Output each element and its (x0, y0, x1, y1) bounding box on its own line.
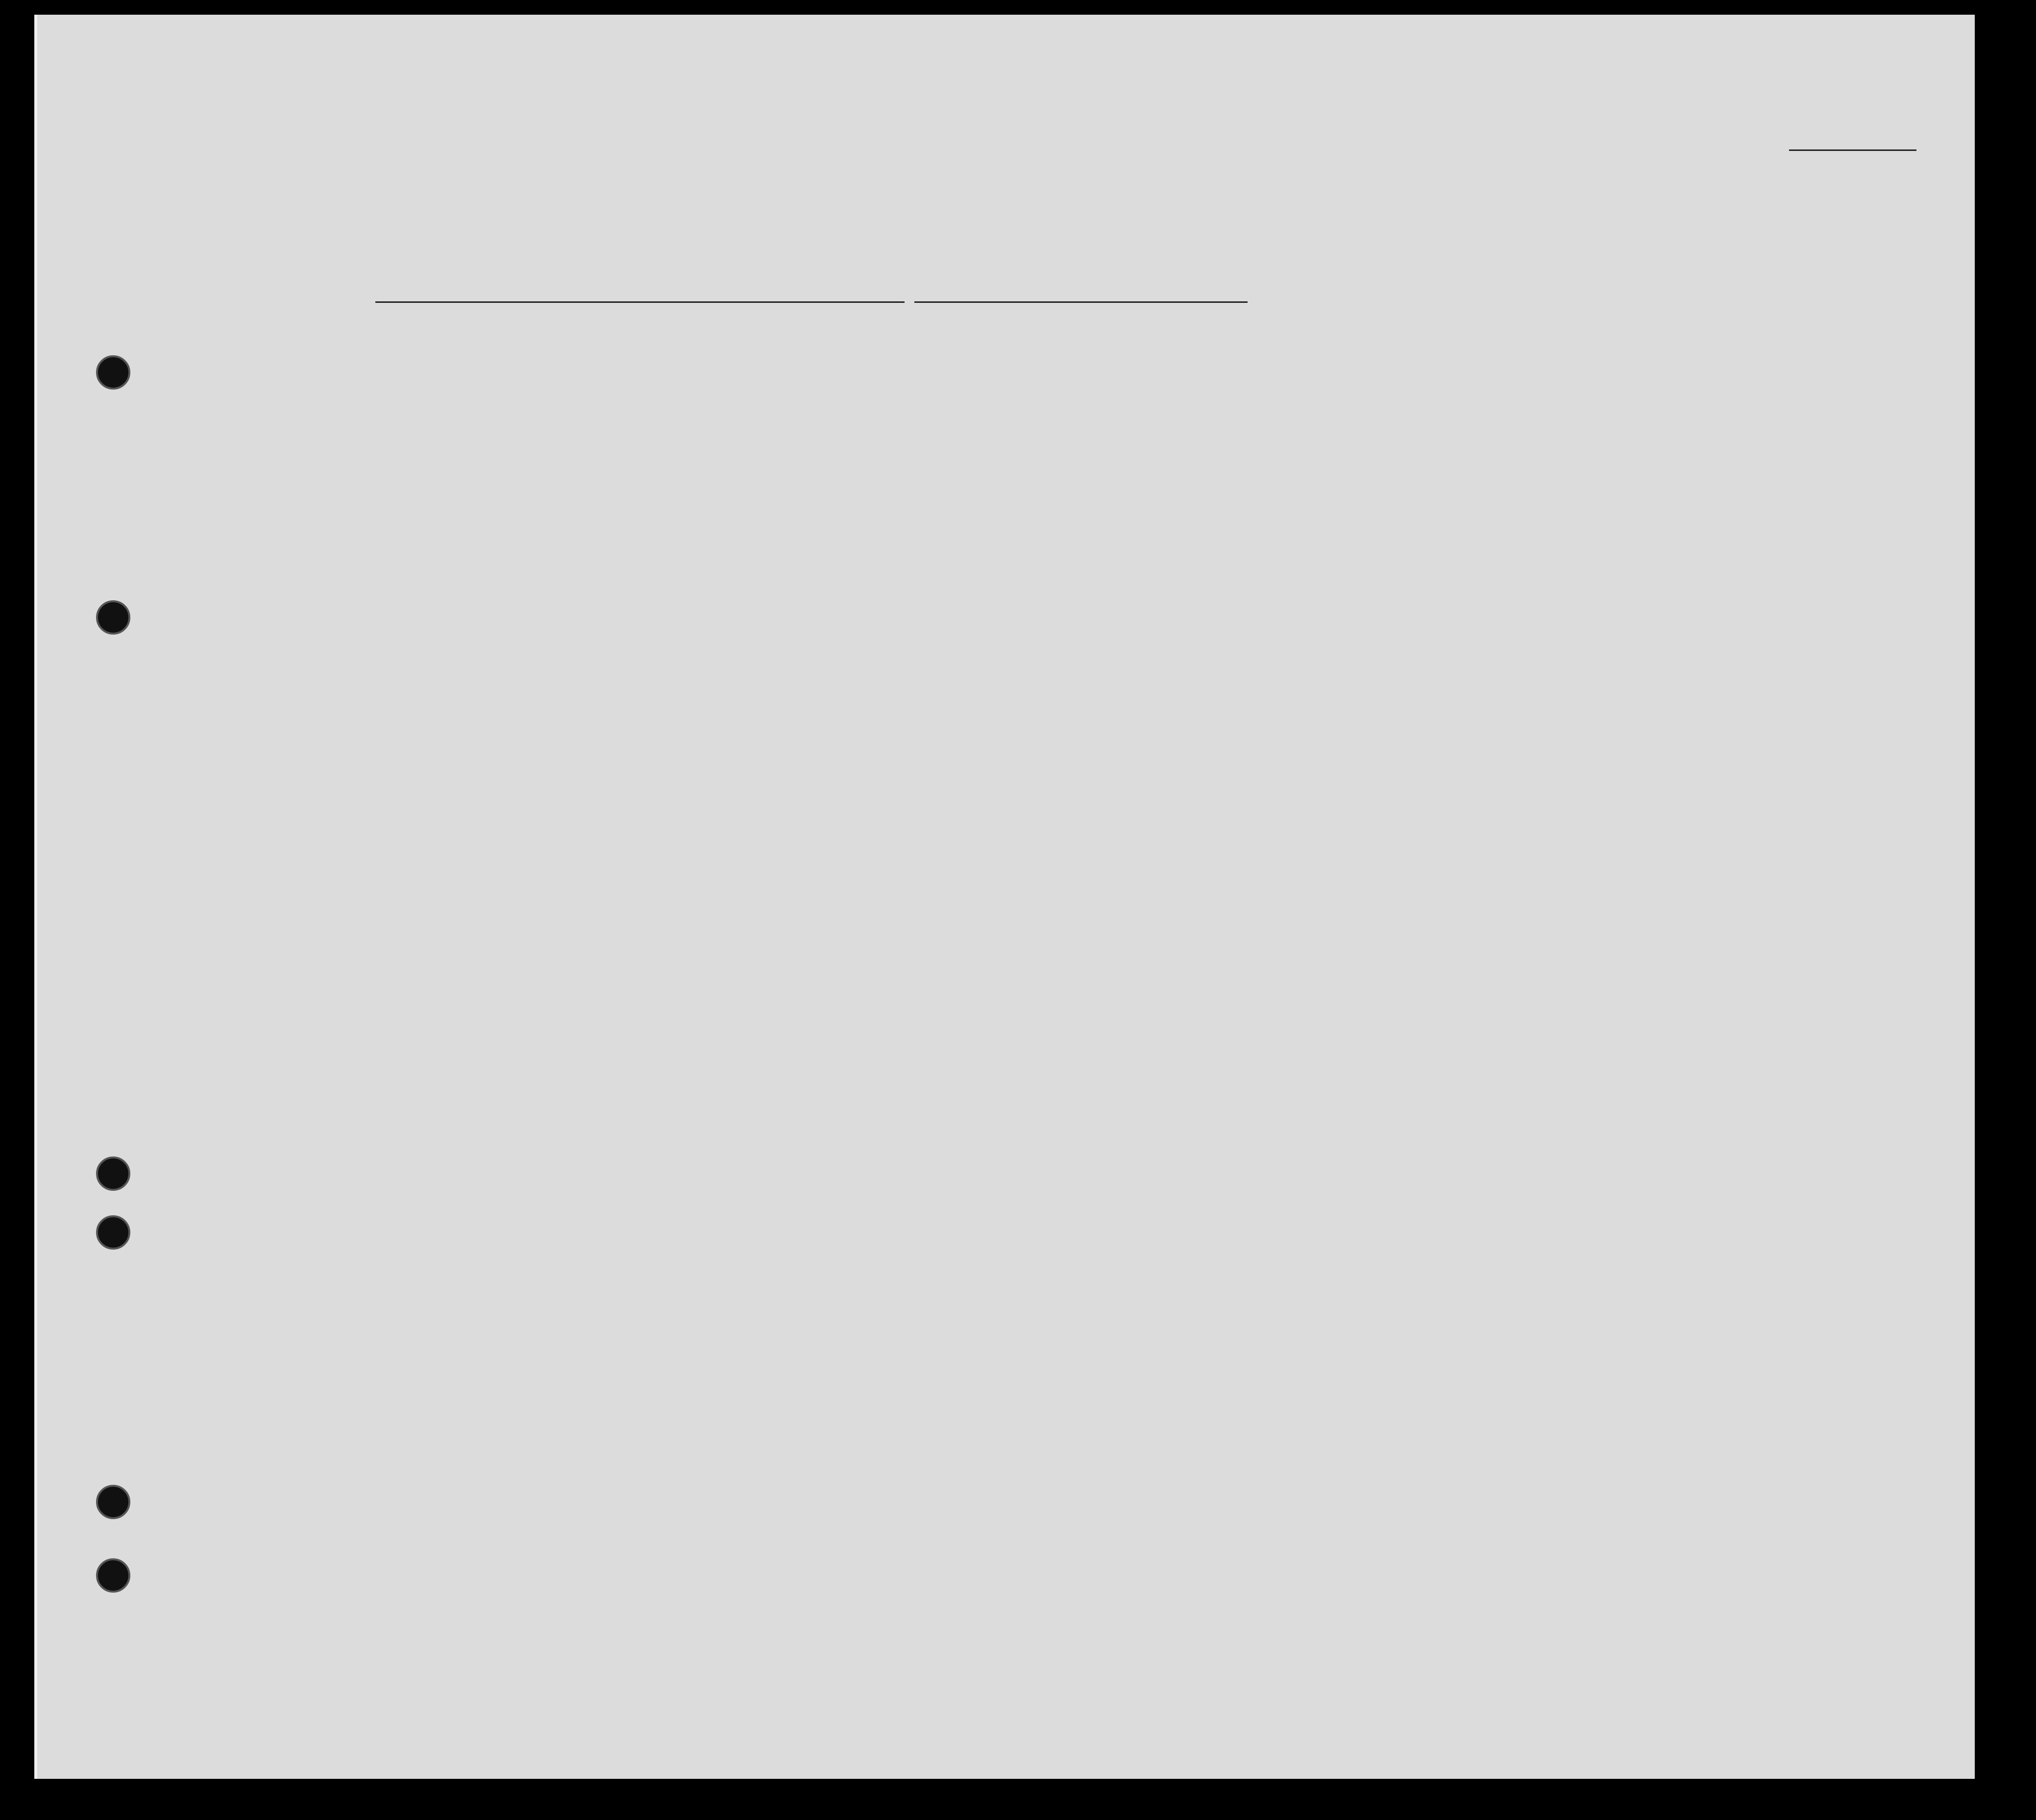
manifest-table (37, 15, 1975, 1779)
manifest-sheet (34, 15, 1975, 1779)
